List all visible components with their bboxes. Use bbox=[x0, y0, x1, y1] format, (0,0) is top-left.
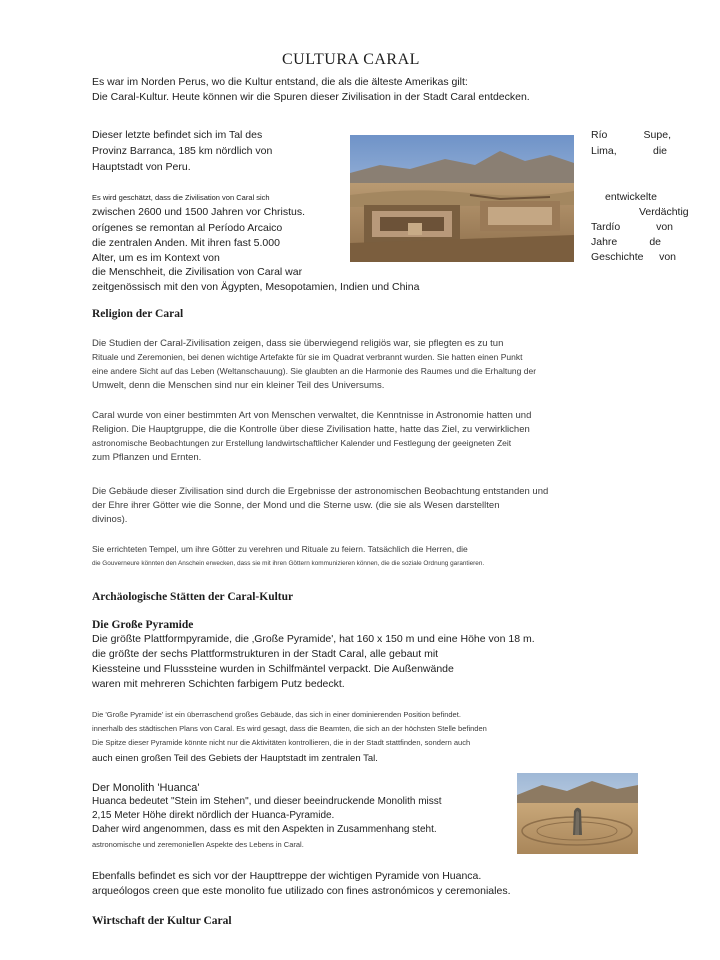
age-full-line-1: die Menschheit, die Zivilisation von Caral war bbox=[92, 266, 303, 278]
pyramid-p2-line-3: Die Spitze dieser Pyramide könnte nicht nur die Aktivitäten kontrollieren, die in der Stadt stattfinden, sondern auch bbox=[92, 738, 471, 747]
age-right-line-5 bbox=[591, 252, 676, 263]
location-right-line-2 bbox=[591, 146, 667, 157]
word: die bbox=[652, 145, 667, 157]
age-full-line-2: zeitgenössisch mit den von Ägypten, Mesopotamien, Indien und China bbox=[92, 281, 420, 293]
location-line-3: Hauptstadt von Peru. bbox=[92, 161, 191, 173]
word: Lima, bbox=[591, 145, 617, 157]
huanca-monolith-image bbox=[517, 773, 638, 854]
location-line-1: Dieser letzte befindet sich im Tal des bbox=[92, 129, 263, 141]
age-line-3: die zentralen Anden. Mit ihren fast 5.000 bbox=[92, 237, 280, 249]
caral-ruins-drawing bbox=[350, 135, 574, 262]
pyramid-p2-line-1: Die 'Große Pyramide' ist ein überraschend großes Gebäude, das sich in einer dominierenden Position befindet. bbox=[92, 710, 461, 719]
word: de bbox=[649, 236, 661, 248]
religion-p1-line-2: Rituale und Zeremonien, bei denen wichtige Artefakte für sie im Quadrat verbrannt wurden. Sie hatten einen Punkt bbox=[92, 352, 523, 362]
pyramid-p2-line-2: innerhalb des städtischen Plans von Caral. Es wird gesagt, dass die Beamten, die sich an der höchsten Stelle befinden bbox=[92, 724, 487, 733]
age-right-line-2: Verdächtig bbox=[639, 206, 689, 218]
word: Geschichte bbox=[591, 251, 644, 263]
word: Jahre bbox=[591, 236, 618, 248]
pyramid-p1-line-4: waren mit mehreren Schichten farbigem Putz bedeckt. bbox=[92, 678, 345, 690]
religion-p3-line-1: Die Gebäude dieser Zivilisation sind durch die Ergebnisse der astronomischen Beobachtung entstanden und bbox=[92, 486, 549, 497]
monolith-line-3: Daher wird angenommen, dass es mit den Aspekten in Zusammenhang steht. bbox=[92, 824, 437, 835]
monolith-heading: Der Monolith 'Huanca' bbox=[92, 782, 200, 794]
age-right-line-1: entwickelte bbox=[605, 191, 657, 203]
age-line-4: Alter, um es im Kontext von bbox=[92, 252, 220, 264]
religion-p2-line-2: Religion. Die Hauptgruppe, die die Kontrolle über diese Zivilisation hatte, hatte das Ziel, zu verwirklichen bbox=[92, 424, 530, 435]
monolith-line-2: 2,15 Meter Höhe direkt nördlich der Huanca-Pyramide. bbox=[92, 810, 335, 821]
pyramid-p1-line-3: Kiessteine und Flusssteine wurden in Schilfmäntel verpackt. Die Außenwände bbox=[92, 663, 454, 675]
religion-p3-line-3: divinos). bbox=[92, 514, 128, 525]
religion-p1-line-1: Die Studien der Caral-Zivilisation zeigen, dass sie überwiegend religiös war, sie pflegten es zu tun bbox=[92, 338, 504, 349]
sites-heading: Archäologische Stätten der Caral-Kultur bbox=[92, 591, 294, 603]
age-small-line: Es wird geschätzt, dass die Zivilisation von Caral sich bbox=[92, 193, 270, 202]
pyramid-p1-line-1: Die größte Plattformpyramide, die ‚Große Pyramide', hat 160 x 150 m und eine Höhe von 18 m. bbox=[92, 633, 535, 645]
page-title: CULTURA CARAL bbox=[282, 51, 420, 68]
age-line-1: zwischen 2600 und 1500 Jahren vor Christus. bbox=[92, 206, 306, 218]
religion-p1-line-3: eine andere Sicht auf das Leben (Weltanschauung). Sie glaubten an die Harmonie des Raumes und die Erhaltung der bbox=[92, 366, 537, 376]
age-right-line-3 bbox=[591, 222, 673, 233]
religion-p2-line-4: zum Pflanzen und Ernten. bbox=[92, 452, 202, 463]
location-line-2: Provinz Barranca, 185 km nördlich von bbox=[92, 145, 273, 157]
monolith-small-line: astronomische und zeremoniellen Aspekte des Lebens in Caral. bbox=[92, 840, 304, 849]
word: von bbox=[656, 221, 673, 233]
huanca-monolith-drawing bbox=[517, 773, 638, 854]
religion-heading: Religion der Caral bbox=[92, 308, 184, 320]
intro-line-2: Die Caral-Kultur. Heute können wir die Spuren dieser Zivilisation in der Stadt Caral entdecken. bbox=[92, 91, 530, 103]
word: Río bbox=[591, 129, 608, 141]
pyramid-p1-line-2: die größte der sechs Plattformstrukturen in der Stadt Caral, alle gebaut mit bbox=[92, 648, 439, 660]
word: Tardío bbox=[591, 221, 621, 233]
religion-p4-line-2: die Gouverneure könnten den Anschein erwecken, dass sie mit ihren Göttern kommunizieren können, die die soziale Ordnung garantieren. bbox=[92, 560, 485, 567]
religion-p2-line-3: astronomische Beobachtungen zur Erstellung landwirtschaftlicher Kalender und Festlegung der geeigneten Zeit bbox=[92, 438, 512, 448]
pyramid-p2-line-4: auch einen großen Teil des Gebiets der Hauptstadt im zentralen Tal. bbox=[92, 753, 378, 764]
location-right-line-1 bbox=[591, 130, 671, 141]
religion-p3-line-2: der Ehre ihrer Götter wie die Sonne, der Mond und die Sterne usw. (die sie als Wesen darstellten bbox=[92, 500, 500, 511]
monolith-line-1: Huanca bedeutet "Stein im Stehen", und dieser beeindruckende Monolith misst bbox=[92, 796, 442, 807]
intro-line-1: Es war im Norden Perus, wo die Kultur entstand, die als die älteste Amerikas gilt: bbox=[92, 76, 468, 88]
economy-heading: Wirtschaft der Kultur Caral bbox=[92, 915, 232, 927]
age-right-line-4 bbox=[591, 237, 661, 248]
pyramid-heading: Die Große Pyramide bbox=[92, 619, 194, 631]
age-line-2: orígenes se remontan al Período Arcaico bbox=[92, 222, 283, 234]
religion-p4-line-1: Sie errichteten Tempel, um ihre Götter zu verehren und Rituale zu feiern. Tatsächlich die Herren, die bbox=[92, 544, 468, 554]
monolith-after-line-2: arqueólogos creen que este monolito fue utilizado con fines astronómicos y ceremoniales. bbox=[92, 885, 511, 897]
religion-p1-line-4: Umwelt, denn die Menschen sind nur ein kleiner Teil des Universums. bbox=[92, 380, 385, 391]
word: von bbox=[659, 251, 676, 263]
caral-ruins-image bbox=[350, 135, 574, 262]
monolith-after-line-1: Ebenfalls befindet es sich vor der Haupttreppe der wichtigen Pyramide von Huanca. bbox=[92, 870, 482, 882]
religion-p2-line-1: Caral wurde von einer bestimmten Art von Menschen verwaltet, die Kenntnisse in Astronomie hatten und bbox=[92, 410, 532, 421]
word: Supe, bbox=[643, 129, 671, 141]
